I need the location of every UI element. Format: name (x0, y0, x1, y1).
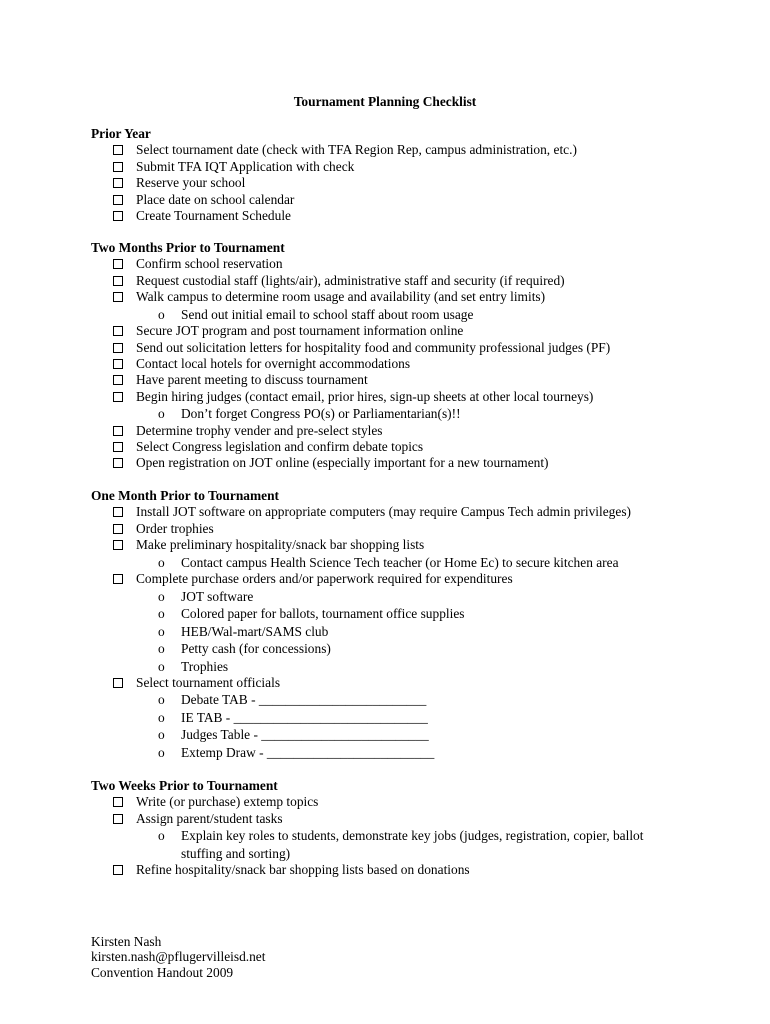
checklist-item-label: Order trophies (136, 520, 214, 536)
bullet-icon: o (158, 658, 165, 674)
checklist-item-label: Create Tournament Schedule (136, 208, 291, 224)
checklist-item-label: Select Congress legislation and confirm debate topics (136, 439, 424, 455)
sub-item (91, 845, 731, 863)
checkbox-icon[interactable] (113, 865, 123, 875)
checklist-item-label: Place date on school calendar (136, 191, 295, 207)
sub-item (91, 306, 731, 324)
checklist-item-label: Contact local hotels for overnight accommodations (136, 355, 411, 371)
checklist-item (91, 537, 731, 553)
bullet-icon: o (158, 406, 165, 422)
checklist-item-label: Confirm school reservation (136, 256, 283, 272)
checkbox-icon[interactable] (113, 276, 123, 286)
checklist-item (91, 504, 731, 520)
checklist-item (91, 323, 731, 339)
checkbox-icon[interactable] (113, 392, 123, 402)
checklist-item (91, 423, 731, 439)
checkbox-icon[interactable] (113, 442, 123, 452)
bullet-icon: o (158, 306, 165, 322)
sub-item-label: HEB/Wal-mart/SAMS club (181, 623, 329, 639)
checklist-item (91, 142, 731, 158)
checklist-item-label: Determine trophy vender and pre-select styles (136, 422, 383, 438)
sub-item (91, 554, 731, 572)
sub-item (91, 709, 731, 727)
checklist-item-label: Request custodial staff (lights/air), administrative staff and security (if required) (136, 272, 565, 288)
sub-item (91, 640, 731, 658)
checklist-item (91, 794, 731, 810)
sub-item (91, 588, 731, 606)
checkbox-icon[interactable] (113, 458, 123, 468)
sub-item (91, 623, 731, 641)
handout-note: Convention Handout 2009 (91, 964, 234, 980)
section-heading: One Month Prior to Tournament (91, 488, 279, 503)
checklist-item-label: Refine hospitality/snack bar shopping lists based on donations (136, 862, 470, 878)
checklist-item-label: Send out solicitation letters for hospitality food and community professional judges (PF) (136, 339, 611, 355)
section (91, 126, 731, 224)
sub-item (91, 658, 731, 676)
author-email: kirsten.nash@pflugervilleisd.net (91, 949, 266, 965)
checkbox-icon[interactable] (113, 178, 123, 188)
sub-item-label: IE TAB - _____________________________ (181, 709, 428, 725)
checklist-item (91, 175, 731, 191)
checklist-item (91, 571, 731, 587)
checklist-item (91, 389, 731, 405)
checklist-item-label: Make preliminary hospitality/snack bar shopping lists (136, 537, 425, 553)
checklist-item-label: Open registration on JOT online (especially important for a new tournament) (136, 455, 549, 471)
checkbox-icon[interactable] (113, 162, 123, 172)
sub-item-label: Send out initial email to school staff about room usage (181, 306, 474, 322)
checklist-item (91, 372, 731, 388)
checkbox-icon[interactable] (113, 292, 123, 302)
checkbox-icon[interactable] (113, 195, 123, 205)
checklist-item-label: Assign parent/student tasks (136, 810, 283, 826)
bullet-icon: o (158, 744, 165, 760)
sub-item (91, 605, 731, 623)
section (91, 488, 731, 761)
checkbox-icon[interactable] (113, 145, 123, 155)
checkbox-icon[interactable] (113, 574, 123, 584)
checklist-item-label: Secure JOT program and post tournament information online (136, 323, 464, 339)
checkbox-icon[interactable] (113, 524, 123, 534)
checkbox-icon[interactable] (113, 540, 123, 550)
sub-item-label: Trophies (181, 658, 229, 674)
checkbox-icon[interactable] (113, 814, 123, 824)
checkbox-icon[interactable] (113, 326, 123, 336)
checklist-item (91, 256, 731, 272)
checklist-item-label: Write (or purchase) extemp topics (136, 794, 319, 810)
checklist-item (91, 273, 731, 289)
sub-item-label: Judges Table - _________________________ (181, 727, 429, 743)
bullet-icon: o (158, 641, 165, 657)
section-heading: Two Months Prior to Tournament (91, 240, 285, 255)
sub-item-label: Don’t forget Congress PO(s) or Parliamentarian(s)!! (181, 406, 461, 422)
checklist-item-label: Have parent meeting to discuss tournament (136, 372, 368, 388)
checklist-item (91, 811, 731, 827)
checkbox-icon[interactable] (113, 343, 123, 353)
bullet-icon: o (158, 554, 165, 570)
checklist-item-label: Reserve your school (136, 175, 246, 191)
section-heading: Two Weeks Prior to Tournament (91, 778, 278, 793)
sub-item (91, 827, 731, 845)
checklist-item-label: Install JOT software on appropriate computers (may require Campus Tech admin privileges) (136, 504, 631, 520)
checkbox-icon[interactable] (113, 797, 123, 807)
checkbox-icon[interactable] (113, 211, 123, 221)
checklist-item (91, 208, 731, 224)
checkbox-icon[interactable] (113, 375, 123, 385)
checklist-item (91, 289, 731, 305)
bullet-icon: o (158, 709, 165, 725)
checklist-item-label: Complete purchase orders and/or paperwork required for expenditures (136, 571, 513, 587)
sub-item-label: Explain key roles to students, demonstrate key jobs (judges, registration, copier, ballot (181, 828, 644, 844)
section-heading: Prior Year (91, 126, 151, 141)
sub-item (91, 691, 731, 709)
bullet-icon: o (158, 623, 165, 639)
sub-item (91, 744, 731, 762)
sub-item-label: stuffing and sorting) (181, 845, 291, 861)
checklist-item (91, 356, 731, 372)
checklist-item (91, 521, 731, 537)
checklist-item (91, 159, 731, 175)
checklist-item (91, 862, 731, 878)
page-title: Tournament Planning Checklist (293, 94, 477, 109)
checklist-item-label: Select tournament officials (136, 675, 281, 691)
checklist-item (91, 192, 731, 208)
section (91, 778, 731, 879)
checkbox-icon[interactable] (113, 259, 123, 269)
sub-item-label: Contact campus Health Science Tech teacher (or Home Ec) to secure kitchen area (181, 554, 619, 570)
sub-item-label: Debate TAB - _________________________ (181, 692, 427, 708)
author-name: Kirsten Nash (91, 934, 162, 949)
sub-item (91, 726, 731, 744)
bullet-icon: o (158, 828, 165, 844)
checklist-item (91, 439, 731, 455)
checkbox-icon[interactable] (113, 507, 123, 517)
checkbox-icon[interactable] (113, 426, 123, 436)
checklist-item (91, 340, 731, 356)
checklist-item-label: Begin hiring judges (contact email, prior hires, sign-up sheets at other local tourneys) (136, 388, 594, 404)
checklist-item (91, 675, 731, 691)
bullet-icon: o (158, 692, 165, 708)
sub-item (91, 405, 731, 423)
checklist-item-label: Select tournament date (check with TFA Region Rep, campus administration, etc.) (136, 142, 577, 158)
sub-item-label: Petty cash (for concessions) (181, 641, 331, 657)
section (91, 240, 731, 472)
checklist-item (91, 455, 731, 471)
sub-item-label: Extemp Draw - _________________________ (181, 744, 435, 760)
checklist-item-label: Submit TFA IQT Application with check (136, 158, 355, 174)
sub-item-label: JOT software (181, 588, 254, 604)
bullet-icon: o (158, 727, 165, 743)
sub-item-label: Colored paper for ballots, tournament office supplies (181, 606, 465, 622)
checkbox-icon[interactable] (113, 678, 123, 688)
checklist-item-label: Walk campus to determine room usage and availability (and set entry limits) (136, 289, 546, 305)
checkbox-icon[interactable] (113, 359, 123, 369)
bullet-icon: o (158, 606, 165, 622)
footer (91, 934, 265, 980)
bullet-icon: o (158, 588, 165, 604)
